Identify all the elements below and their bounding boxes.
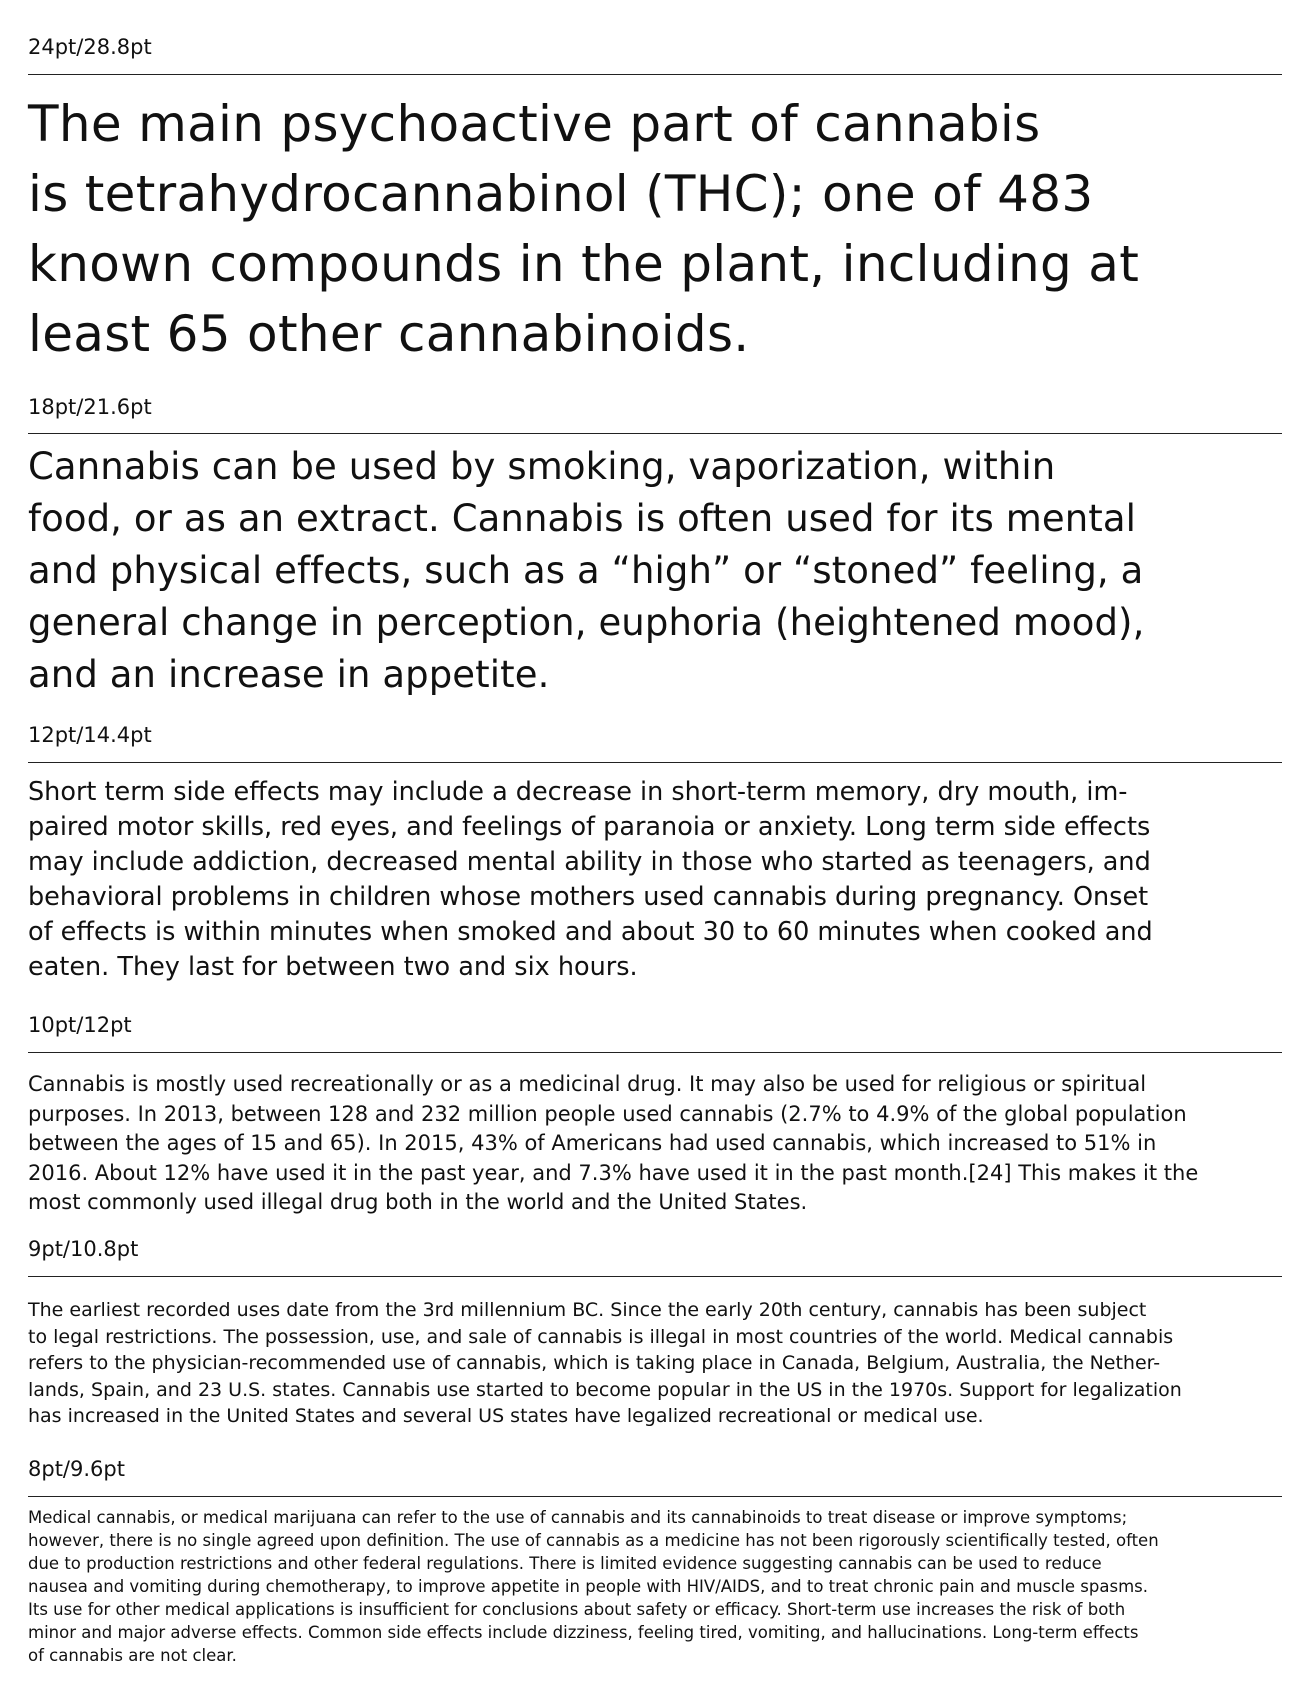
specimen-9pt — [28, 1236, 1282, 1430]
size-label: 12pt/14.4pt — [28, 723, 152, 747]
specimen-text: The earliest recorded uses date from the 3rd millennium BC. Since the early 20th century, cannabis has been subject to legal restrictions. The possession, use, and sale of cannabis is illegal in most countries of the world. Medical cannabis refers to the physician-recommended use of cannabis, which is taking place in Canada, Belgium, Australia, the Nether- lands, Spain, and 23 U.S. states. Cannabis use started to become popular in the US in the 1970s. Support for legalization has increased in the United States and several US states have legalized recreational or medical use. — [28, 1299, 1182, 1427]
specimen-text: Short term side effects may include a decrease in short-term memory, dry mouth, im- paired motor skills, red eyes, and feelings of paranoia or anxiety. Long term side effects may include addiction, decreased mental ability in those who started as teenagers, and behavioral problems in children whose mothers used cannabis during pregnancy. Onset of effects is within minutes when smoked and about 30 to 60 minutes when cooked and eaten. They last for between two and six hours. — [28, 777, 1153, 982]
specimen-18pt — [28, 394, 1282, 701]
divider-rule — [28, 74, 1282, 75]
specimen-24pt — [28, 34, 1282, 369]
specimen-8pt — [28, 1456, 1282, 1667]
size-label: 10pt/12pt — [28, 1013, 132, 1037]
specimen-text: The main psychoactive part of cannabis is tetrahydrocannabinol (THC); one of 483 known compounds in the plant, including at least 65 other cannabinoids. — [28, 95, 1140, 363]
specimen-text: Cannabis is mostly used recreationally or as a medicinal drug. It may also be used for religious or spiritual purposes. In 2013, between 128 and 232 million people used cannabis (2.7% to 4.9% of the global population between the ages of 15 and 65). In 2015, 43% of Americans had used cannabis, which increased to 51% in 2016. About 12% have used it in the past year, and 7.3% have used it in the past month.[24] This makes it the most commonly used illegal drug both in the world and the United States. — [28, 1072, 1199, 1214]
divider-rule — [28, 1496, 1282, 1497]
specimen-12pt — [28, 722, 1282, 985]
divider-rule — [28, 1052, 1282, 1053]
specimen-text: Medical cannabis, or medical marijuana can refer to the use of cannabis and its cannabinoids to treat disease or improve symptoms; however, there is no single agreed upon definition. The use of cannabis as a medicine has not been rigorously scientifically tested, often due to production restrictions and other federal regulations. There is limited evidence suggesting cannabis can be used to reduce nausea and vomiting during chemotherapy, to improve appetite in people with HIV/AIDS, and to treat chronic pain and muscle spasms. Its use for other medical applications is insufficient for conclusions about safety or efficacy. Short-term use increases the risk of both minor and major adverse effects. Common side effects include dizziness, feeling tired, vomiting, and hallucinations. Long-term effects of cannabis are not clear. — [28, 1508, 1159, 1665]
divider-rule — [28, 762, 1282, 763]
divider-rule — [28, 1276, 1282, 1277]
size-label: 24pt/28.8pt — [28, 35, 152, 59]
size-label: 8pt/9.6pt — [28, 1457, 125, 1481]
size-label: 18pt/21.6pt — [28, 395, 152, 419]
divider-rule — [28, 433, 1282, 434]
specimen-10pt — [28, 1012, 1282, 1218]
size-label: 9pt/10.8pt — [28, 1237, 139, 1261]
specimen-text: Cannabis can be used by smoking, vaporization, within food, or as an extract. Cannabis is often used for its mental and physical effects, such as a “high” or “stoned” feeling, a general change in perception, euphoria (heightened mood), and an increase in appetite. — [28, 445, 1145, 696]
